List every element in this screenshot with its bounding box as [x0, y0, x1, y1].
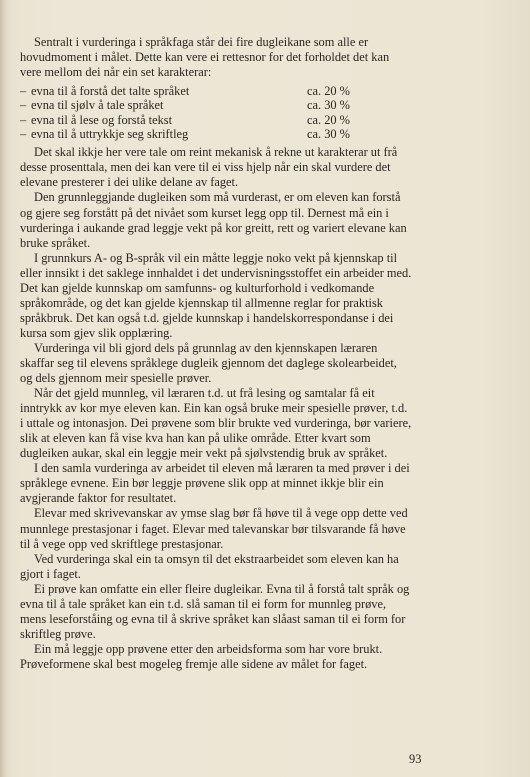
paragraph: Når det gjeld munnleg, vil læraren t.d. ut frå lesing og samtalar få eit inntrykk av kor mye eleven kan. Ein kan også bruke meir spesielle prøver, t.d. i uttale og intonasjon. Dei prøvene som blir brukte ved vurderinga, bør variere, slik at eleven kan få vise kva han kan på ulike område. Etter kvart som dugleiken aukar, skal ein leggje meir vekt på sjølvstendig bruk av språket. — [20, 386, 412, 461]
list-dash: – — [20, 127, 27, 142]
list-item — [20, 113, 412, 127]
skill-text: evna til å lese og forstå tekst — [31, 112, 173, 127]
list-item — [20, 98, 412, 112]
skill-share: ca. 30 % — [307, 98, 351, 113]
skill-text: evna til å forstå det talte språket — [31, 84, 190, 99]
intro-paragraph: Sentralt i vurderinga i språkfaga står dei fire dugleikane som alle er hovudmoment i målet. Dette kan vere ei rettesnor for det forholdet det kan vere mellom dei når ein set karakterar: — [20, 35, 390, 80]
list-item — [20, 127, 412, 141]
skill-text: evna til å uttrykkje seg skriftleg — [31, 127, 189, 142]
skill-text: evna til sjølv å tale språket — [31, 98, 164, 113]
paragraph: Elevar med skrivevanskar av ymse slag bør få høve til å vege opp dette ved munnlege prestasjonar i faget. Elevar med talevanskar bør tilsvarande få høve til å vege opp ved skriftlege prestasjonar. — [20, 506, 408, 551]
page-spine-shadow — [0, 0, 6, 777]
paragraph: I den samla vurderinga av arbeidet til eleven må læraren ta med prøver i dei språklege evnene. Ein bør leggje prøvene slik opp at minnet ikkje blir ein avgjerande faktor for resultatet. — [20, 461, 410, 506]
page-number: 93 — [409, 752, 422, 766]
skill-share: ca. 20 % — [307, 84, 351, 99]
skill-share: ca. 30 % — [307, 127, 351, 142]
paragraph: Ei prøve kan omfatte ein eller fleire dugleikar. Evna til å forstå talt språk og evna til å tale språket kan ein t.d. slå saman til ei form for munnleg prøve, mens leseforståing og evna til å skrive språket kan slåast saman til ei form for skriftleg prøve. — [20, 581, 410, 641]
list-dash: – — [20, 98, 27, 113]
list-dash: – — [20, 112, 27, 127]
list-item — [20, 84, 412, 98]
skill-share: ca. 20 % — [307, 112, 351, 127]
paragraph: Den grunnleggjande dugleiken som må vurderast, er om eleven kan forstå og gjere seg forstått på det nivået som kurset legg opp til. Dernest må ein i vurderinga i aukande grad leggje vekt på kor greitt, rett og variert elevane kan bruke språket. — [20, 190, 407, 250]
paragraph: Det skal ikkje her vere tale om reint mekanisk å rekne ut karakterar ut frå desse prosenttala, men dei kan vere til ei viss hjelp når ein skal vurdere det elevane presterer i dei ulike delane av faget. — [20, 145, 398, 190]
list-dash: – — [20, 84, 27, 99]
body-text — [20, 35, 412, 672]
skills-list — [20, 84, 412, 141]
paragraph: Ein må leggje opp prøvene etter den arbeidsforma som har vore brukt. Prøveformene skal best mogeleg fremje alle sidene av målet for faget. — [20, 641, 383, 671]
paragraph: Ved vurderinga skal ein ta omsyn til det ekstraarbeidet som eleven kan ha gjort i faget. — [20, 551, 399, 581]
paragraph: I grunnkurs A- og B-språk vil ein måtte leggje noko vekt på kjennskap til eller innsikt i det saklege innhaldet i det undervisningsstoffet ein arbeider med. Det kan gjelde kunnskap om samfunns- og kulturforhold i vedkomande språkområde, og det kan gjelde kjennskap til allmenne reglar for praktisk språkbruk. Det kan også t.d. gjelde kunnskap i handelskorrespondanse i dei kursa som gjev slik opplæring. — [20, 250, 412, 340]
paragraph: Vurderinga vil bli gjord dels på grunnlag av den kjennskapen læraren skaffar seg til elevens språklege dugleik gjennom det daglege skolearbeidet, og dels gjennom meir spesielle prøver. — [20, 340, 397, 386]
